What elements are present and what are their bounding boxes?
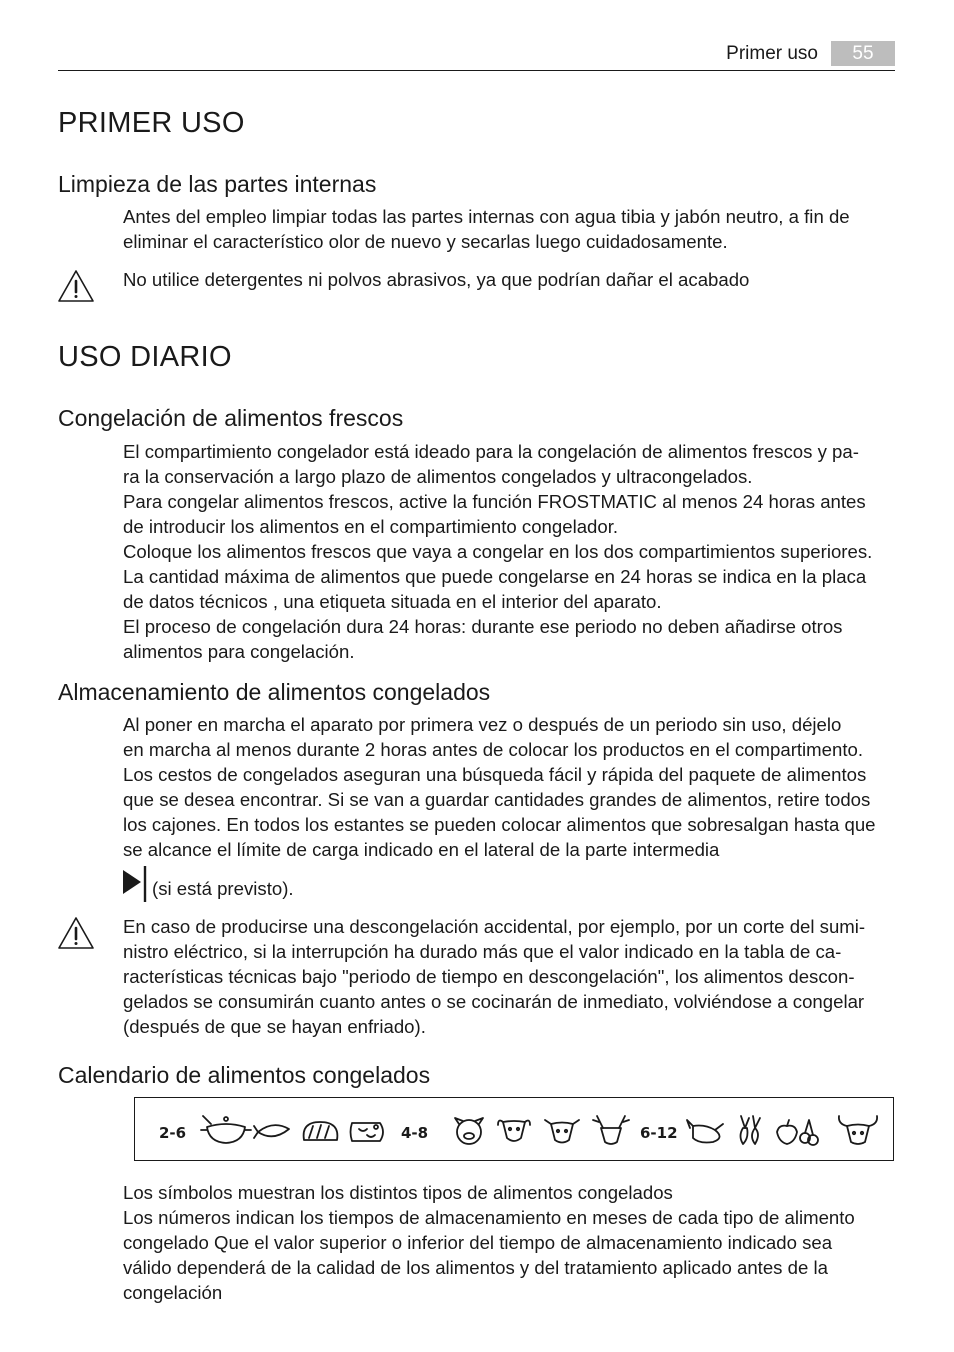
food-calendar-strip: [134, 1097, 894, 1161]
veal-icon: [545, 1120, 579, 1143]
poultry-icon: [687, 1120, 723, 1143]
page-number: 55: [831, 41, 895, 66]
warning-icon: [57, 916, 95, 950]
almacenamiento-warning: En caso de producirse una descongelación accidental, por ejemplo, por un corte del sumi- nistro eléctrico, si la interrupción ha durado más que el valor indicado en la tabla de ca- racterísticas técnicas bajo "periodo de tiempo en descongelación", los alimentos descon- gelados se consumirán cuanto antes o se cocinarán de inmediato, volviéndose a congelar (después de que se hayan enfriado).: [123, 916, 866, 1037]
bread-icon: [304, 1122, 338, 1140]
deer-icon: [593, 1116, 629, 1144]
limpieza-warning: No utilice detergentes ni polvos abrasivos, ya que podrían dañar el acabado: [123, 269, 750, 290]
vegetables-icon: [741, 1116, 761, 1144]
heading-congelacion: Congelación de alimentos frescos: [58, 405, 404, 431]
range-4-8: 4-8: [401, 1124, 429, 1142]
limpieza-text: Antes del empleo limpiar todas las partes internas con agua tibia y jabón neutro, a fin de eliminar el característico olor de nuevo y secarlas luego cuidadosamente.: [123, 206, 850, 252]
load-limit-icon: [122, 865, 148, 903]
section-title-uso-diario: USO DIARIO: [58, 341, 232, 373]
heading-almacenamiento: Almacenamiento de alimentos congelados: [58, 679, 491, 705]
running-title: Primer uso: [726, 43, 818, 64]
almacenamiento-text: Al poner en marcha el aparato por primera vez o después de un periodo sin uso, déjelo en marcha al menos durante 2 horas antes de colocar los productos en el compartimento. Los cestos de congelados aseguran una búsqueda fácil y rápida del paquete de alimentos que se desea encontrar. Si se van a guardar cantidades grandes de alimentos, retire todos los cajones. En todos los estantes se pueden colocar alimentos que sobresalgan hasta que se alcance el límite de carga indicado en el lateral de la parte intermedia: [123, 714, 876, 860]
range-2-6: 2-6: [159, 1124, 187, 1142]
fish-icon: [254, 1125, 289, 1138]
warning-icon: [57, 269, 95, 303]
range-6-12: 6-12: [640, 1124, 678, 1142]
heading-limpieza: Limpieza de las partes internas: [58, 171, 377, 197]
soup-pot-icon: [201, 1116, 251, 1143]
lamb-icon: [498, 1121, 530, 1141]
beef-icon: [839, 1116, 877, 1144]
calendario-text: Los símbolos muestran los distintos tipos de alimentos congelados Los números indican los tiempos de almacenamiento en meses de cada tipo de alimento congelado Que el valor superior o inferior del tiempo de almacenamiento indicado sea válido dependerá de la calidad de los alimentos y del tratamiento aplicado antes de la congelación: [123, 1182, 855, 1303]
fruit-icon: [777, 1120, 818, 1145]
congelacion-text: El compartimiento congelador está ideado para la congelación de alimentos frescos y pa- ra la conservación a largo plazo de alimentos congelados y ultracongelados. Para congelar alimentos frescos, active la función FROSTMATIC al menos 24 horas antes de introducir los alimentos en el compartimiento congelador. Coloque los alimentos frescos que vaya a congelar en los dos compartimientos superiores. La cantidad máxima de alimentos que puede congelarse en 24 horas se indica en la placa de datos técnicos , una etiqueta situada en el interior del aparato. El proceso de congelación dura 24 horas: durante ese periodo no deben añadirse otros alimentos para congelación.: [123, 441, 873, 662]
pig-icon: [455, 1118, 483, 1144]
header-rule: [58, 70, 895, 71]
heading-calendario: Calendario de alimentos congelados: [58, 1062, 431, 1088]
section-title-primer-uso: PRIMER USO: [58, 107, 245, 139]
pastry-icon: [351, 1123, 384, 1141]
limit-note: (si está previsto).: [152, 878, 294, 899]
